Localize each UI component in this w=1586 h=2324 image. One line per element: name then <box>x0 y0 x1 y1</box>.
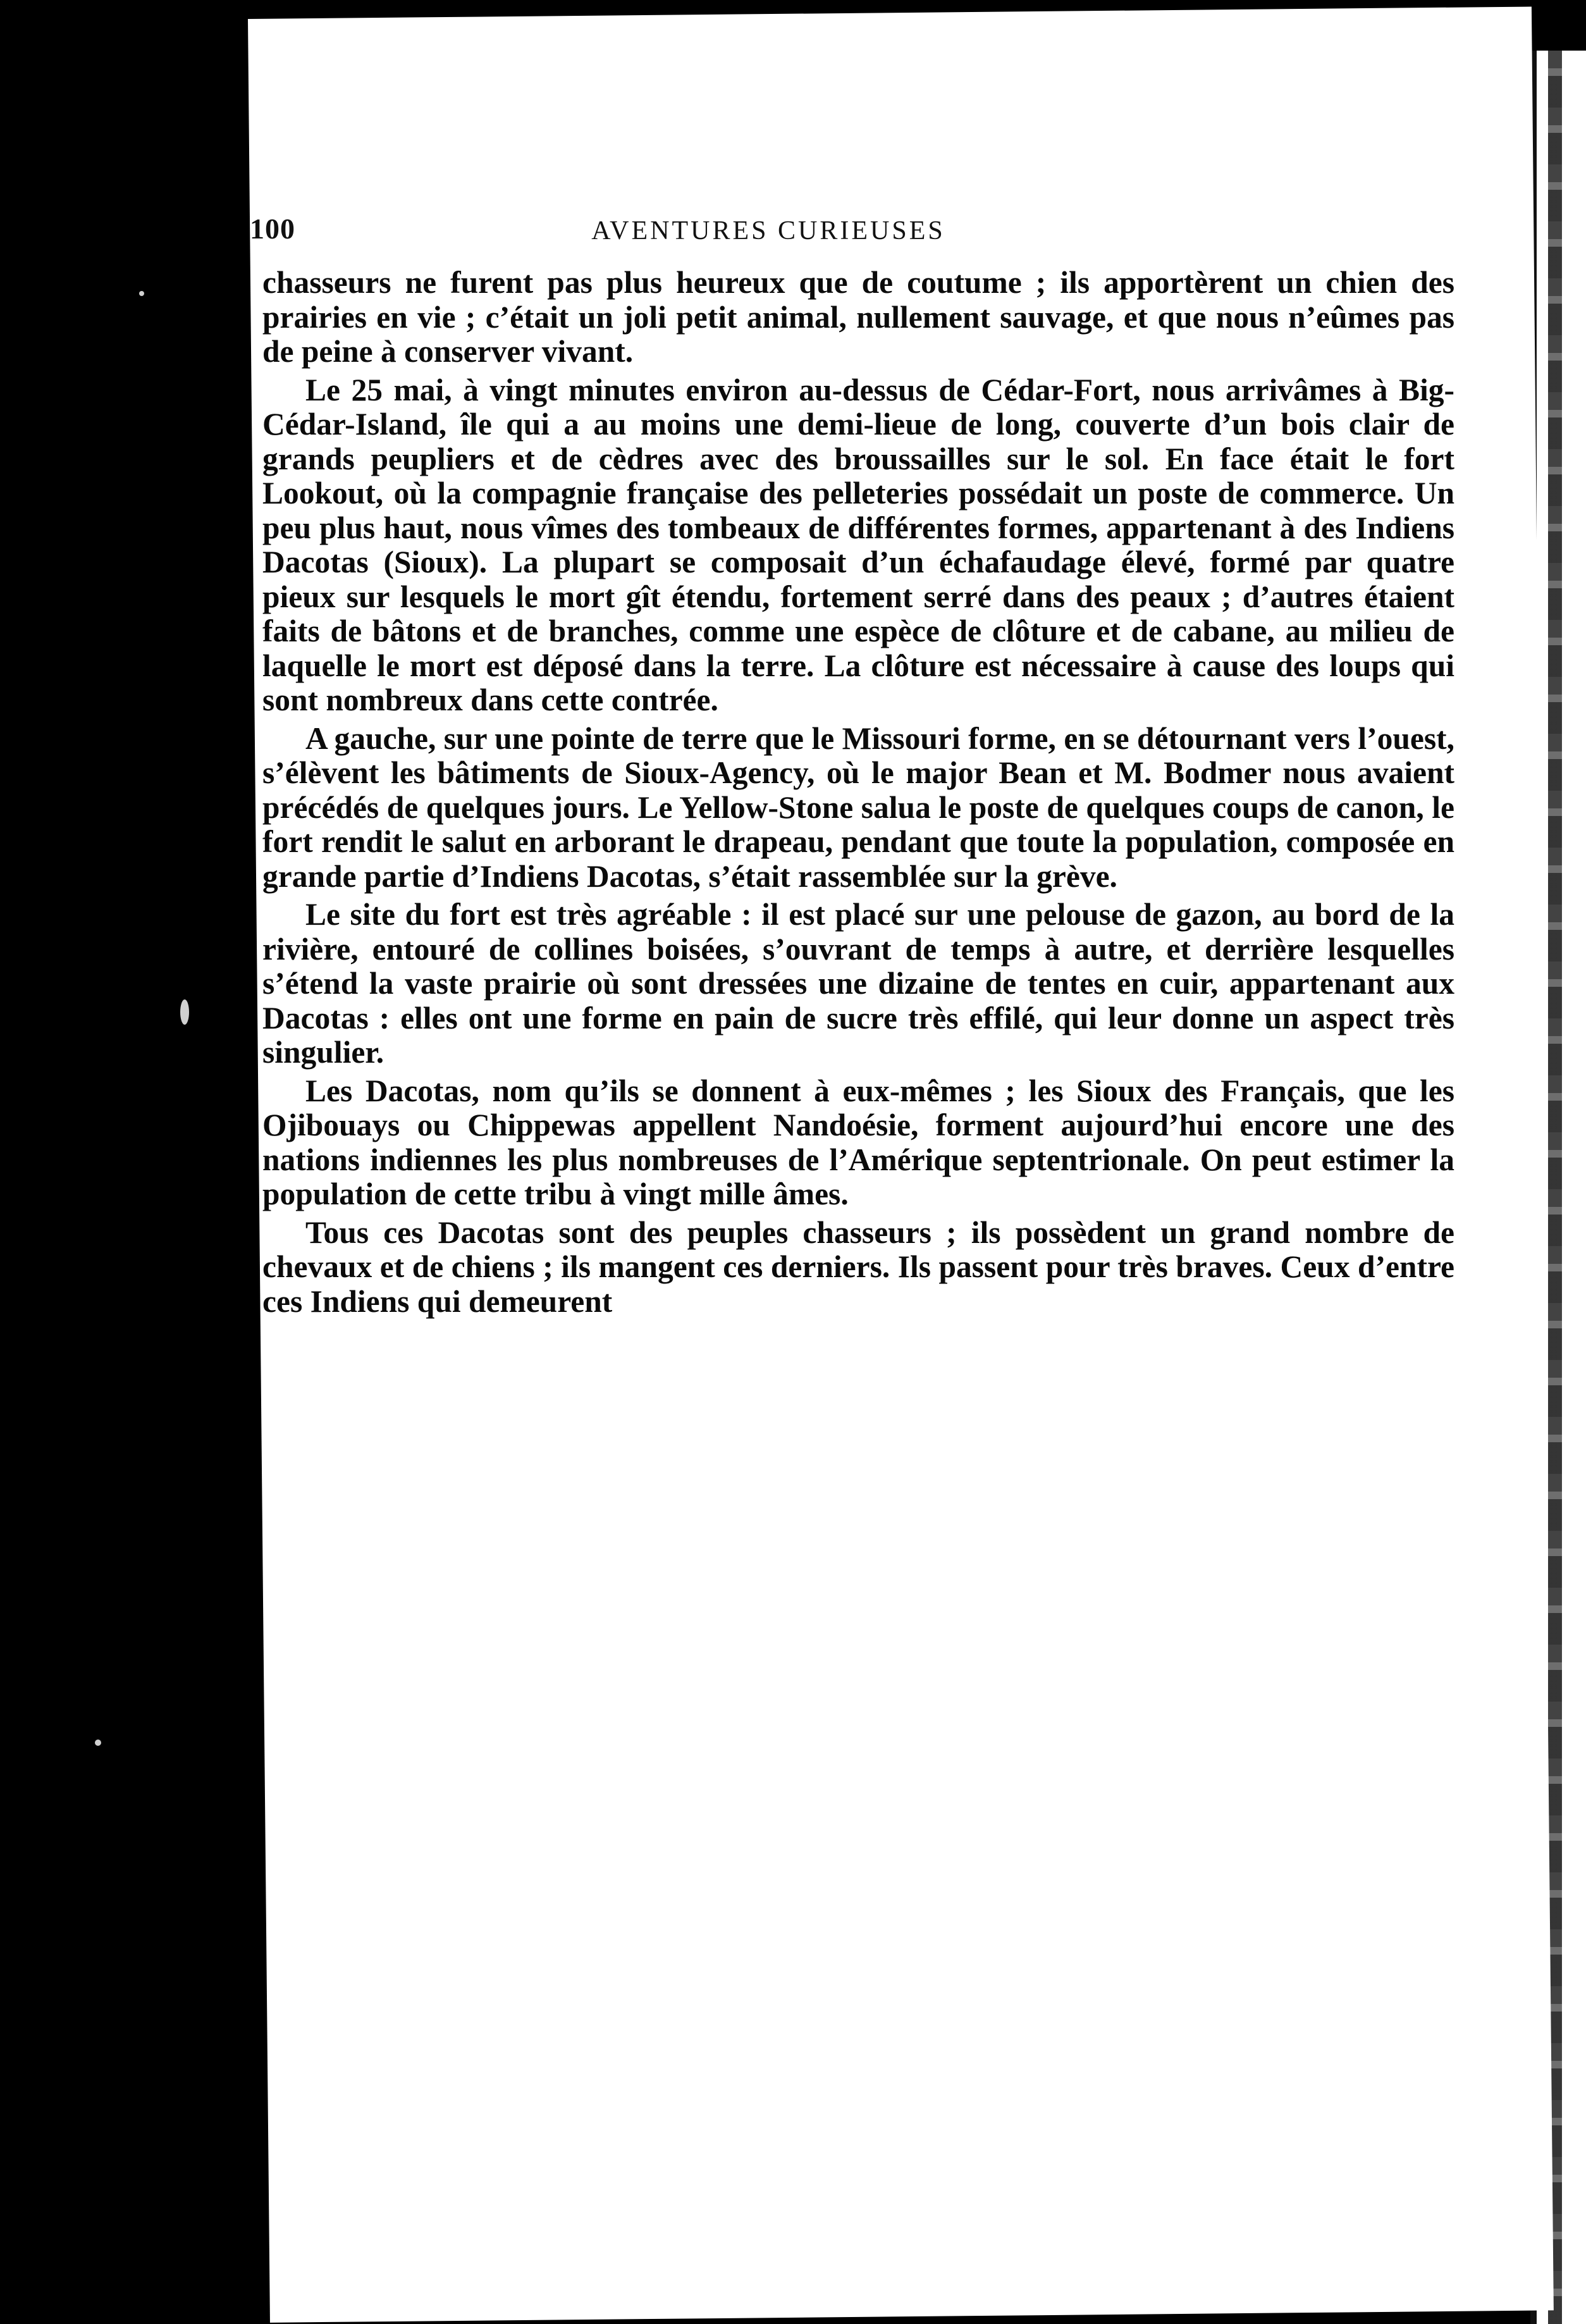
scan-speck <box>139 291 144 296</box>
page-header <box>250 212 1287 256</box>
paragraph: Les Dacotas, nom qu’ils se donnent à eux-mêmes ; les Sioux des Français, que les Ojibouays ou Chippewas appellent Nandoésie, forment aujourd’hui encore une des nations indiennes les plus nombreuses de l’Amérique septentrionale. On peut estimer la population de cette tribu à vingt mille âmes. <box>262 1073 1454 1211</box>
page-number: 100 <box>250 213 295 245</box>
paragraph: Le 25 mai, à vingt minutes environ au-dessus de Cédar-Fort, nous arrivâmes à Big-Cédar-Island, île qui a au moins une demi-lieue de long, couverte d’un bois clair de grands peupliers et de cèdres avec des broussailles sur le sol. En face était le fort Lookout, où la compagnie française des pelleteries possédait un poste de commerce. Un peu plus haut, nous vîmes des tombeaux de différentes formes, appartenant à des Indiens Dacotas (Sioux). La plupart se composait d’un échafaudage élevé, formé par quatre pieux sur lesquels le mort gît étendu, fortement serré dans des peaux ; d’autres étaient faits de bâtons et de branches, comme une espèce de clôture et de cabane, au milieu de laquelle le mort est déposé dans la terre. La clôture est nécessaire à cause des loups qui sont nombreux dans cette contrée. <box>262 372 1454 717</box>
paragraph: chasseurs ne furent pas plus heureux que de coutume ; ils apportèrent un chien des prairies en vie ; c’était un joli petit animal, nullement sauvage, et que nous n’eûmes pas de peine à conserver vivant. <box>262 265 1454 369</box>
page-body <box>262 266 1454 1323</box>
scan-speck <box>180 999 189 1025</box>
paragraph: A gauche, sur une pointe de terre que le Missouri forme, en se détournant vers l’ouest, s’élèvent les bâtiments de Sioux-Agency, où le major Bean et M. Bodmer nous avaient précédés de quelques jours. Le Yellow-Stone salua le poste de quelques coups de canon, le fort rendit le salut en arborant le drapeau, pendant que toute la population, composée en grande partie d’Indiens Dacotas, s’était rassemblée sur la grève. <box>262 720 1454 894</box>
scan-speck <box>95 1740 101 1746</box>
paragraph: Le site du fort est très agréable : il est placé sur une pelouse de gazon, au bord de la rivière, entouré de collines boisées, s’ouvrant de temps à autre, et derrière lesquelles s’étend la vaste prairie où sont dressées une dizaine de tentes en cuir, appartenant aux Dacotas : elles ont une forme en pain de sucre très effilé, qui leur donne un aspect très singulier. <box>262 897 1454 1070</box>
paragraph: Tous ces Dacotas sont des peuples chasseurs ; ils possèdent un grand nombre de chevaux et de chiens ; ils mangent ces derniers. Ils passent pour très braves. Ceux d’entre ces Indiens qui demeurent <box>262 1215 1454 1319</box>
running-title: AVENTURES CURIEUSES <box>591 216 945 245</box>
